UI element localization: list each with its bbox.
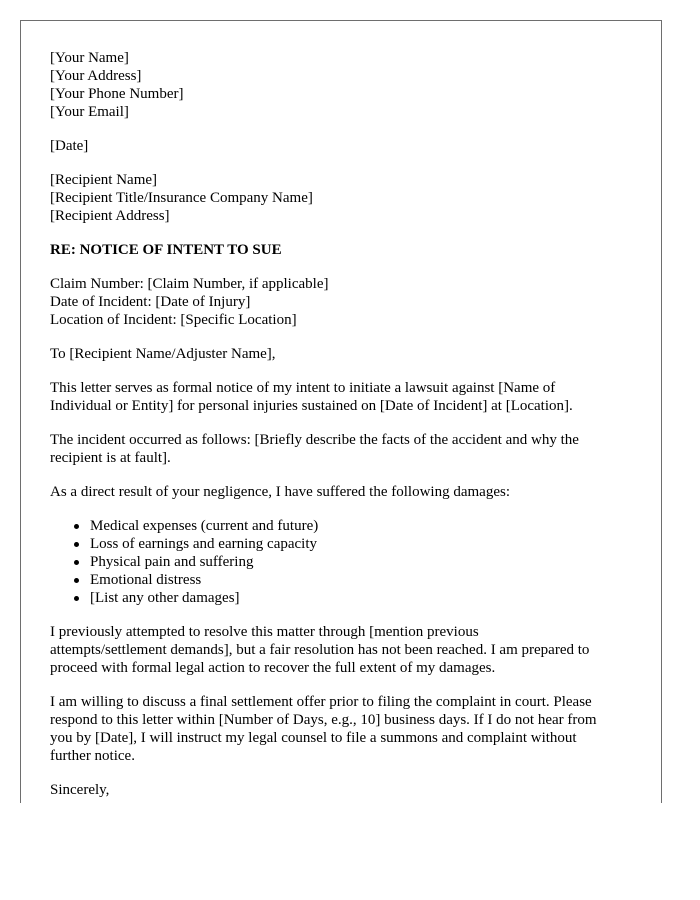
settlement-line: respond to this letter within [Number of Days, e.g., 10] business days. If I do not hear from [50,712,597,728]
subject-text: RE: NOTICE OF INTENT TO SUE [50,242,282,258]
subject-line [50,241,640,259]
settlement-line: you by [Date], I will instruct my legal counsel to file a summons and complaint without [50,730,577,746]
letter-body [50,49,640,799]
date-block [50,137,640,155]
salutation [50,345,640,363]
resolution-line: attempts/settlement demands], but a fair resolution has not been reached. I am prepared to [50,642,590,658]
incident-paragraph [50,431,640,467]
claim-details [50,275,640,329]
recipient-address: [Recipient Address] [50,208,170,224]
closing-text: Sincerely, [50,782,110,798]
bullet-icon [74,542,79,547]
list-item [90,571,640,589]
damages-list [50,517,640,607]
damage-item-text: Physical pain and suffering [90,554,254,570]
list-item [90,589,640,607]
claim-date-of-incident: Date of Incident: [Date of Injury] [50,294,251,310]
damage-item-text: Emotional distress [90,572,202,588]
incident-line: The incident occurred as follows: [Briefly describe the facts of the accident and why the [50,432,579,448]
damages-intro-paragraph [50,483,640,501]
list-item [90,535,640,553]
settlement-line: further notice. [50,748,135,764]
bullet-icon [74,560,79,565]
closing [50,781,640,799]
sender-phone: [Your Phone Number] [50,86,184,102]
intro-paragraph [50,379,640,415]
intro-line: This letter serves as formal notice of my intent to initiate a lawsuit against [Name of [50,380,556,396]
salutation-text: To [Recipient Name/Adjuster Name], [50,346,276,362]
settlement-paragraph [50,693,640,765]
damage-item-text: Medical expenses (current and future) [90,518,319,534]
bullet-icon [74,578,79,583]
list-item [90,517,640,535]
sender-email: [Your Email] [50,104,129,120]
damages-intro-text: As a direct result of your negligence, I have suffered the following damages: [50,484,510,500]
damage-item-text: [List any other damages] [90,590,240,606]
claim-location: Location of Incident: [Specific Location] [50,312,297,328]
letter-page [20,20,662,803]
bullet-icon [74,596,79,601]
sender-name: [Your Name] [50,50,129,66]
bullet-icon [74,524,79,529]
resolution-line: I previously attempted to resolve this matter through [mention previous [50,624,479,640]
recipient-block [50,171,640,225]
resolution-line: proceed with formal legal action to recover the full extent of my damages. [50,660,496,676]
resolution-paragraph [50,623,640,677]
list-item [90,553,640,571]
recipient-name: [Recipient Name] [50,172,158,188]
damage-item-text: Loss of earnings and earning capacity [90,536,317,552]
incident-line: recipient is at fault]. [50,450,171,466]
intro-line: Individual or Entity] for personal injuries sustained on [Date of Incident] at [Location]. [50,398,573,414]
sender-block [50,49,640,121]
settlement-line: I am willing to discuss a final settlement offer prior to filing the complaint in court. Please [50,694,592,710]
claim-number: Claim Number: [Claim Number, if applicable] [50,276,329,292]
sender-address: [Your Address] [50,68,142,84]
letter-date: [Date] [50,138,89,154]
recipient-title: [Recipient Title/Insurance Company Name] [50,190,313,206]
